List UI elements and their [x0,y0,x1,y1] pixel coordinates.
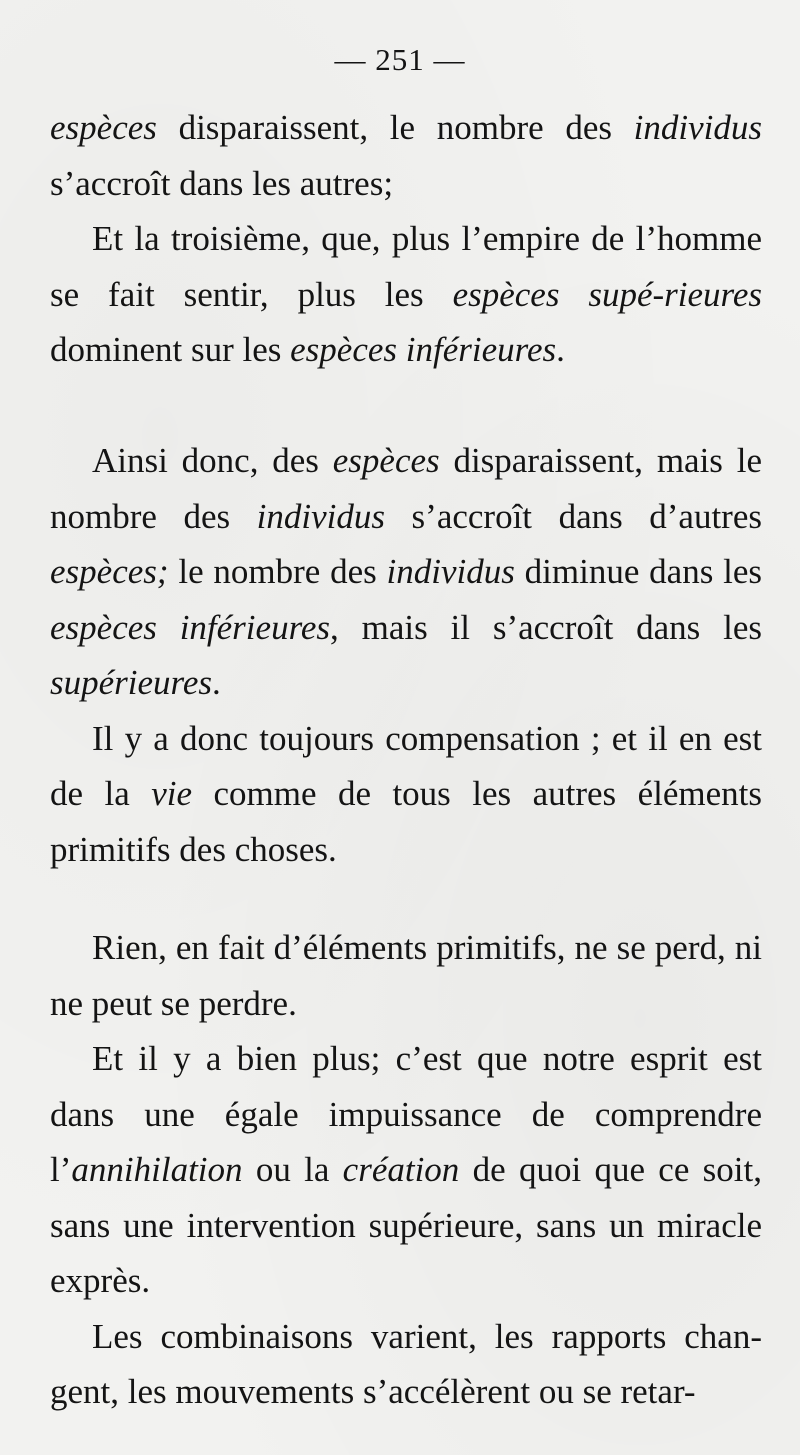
paragraph: Rien, en fait d’éléments primitifs, ne se perd, ni ne peut se perdre. [50,928,762,1023]
text-run: dominent sur les [50,330,291,369]
text-run: s’accroît dans les autres; [50,163,394,203]
page-number: — 251 — [334,42,466,77]
italic-term: annihilation [71,1150,243,1189]
paragraph [50,433,762,711]
text-run: disparaissent, mais le nombre des [50,441,762,536]
italic-term: vie [151,774,193,813]
text-run: . [556,330,565,369]
text-run: . [212,663,221,702]
paragraph: Les combinaisons varient, les rapports chan-gent, les mouvements s’accélèrent ou se retar- [50,1316,762,1411]
paragraph [50,100,762,211]
italic-term: création [342,1150,460,1189]
text-run: Et il y a bien plus; c’est que notre esprit est dans une égale impuissance de comprendre l’ [50,1039,762,1189]
text-run: Ainsi donc, des [92,441,333,480]
italic-term: individus [386,552,515,591]
italic-term: espèces [50,108,157,147]
text-run: comme de tous les autres éléments primitifs des choses. [50,774,763,869]
text-run: diminue dans les [514,552,762,591]
text-run: , mais il s’accroît dans les [330,607,762,647]
text-run: de quoi que ce soit, sans une intervention supérieure, sans un miracle exprès. [50,1150,762,1300]
italic-term: espèces supé-rieures [452,274,763,314]
italic-term: individus [256,496,385,536]
text-block-3 [50,920,762,1420]
text-run: Il y a donc toujours compensation ; et il en est de la [50,718,762,813]
italic-term: individus [633,108,762,147]
italic-term: espèces inférieures [290,330,557,369]
text-run: le nombre des [168,552,387,591]
text-block-2 [50,433,762,877]
text-run: disparaissent, le nombre des [156,108,634,147]
italic-term: espèces inférieures [50,607,331,647]
text-block-1 [50,100,762,378]
paragraph [50,711,762,878]
text-run: ou la [242,1150,343,1189]
text-run: s’accroît dans d’autres [385,496,762,536]
italic-term: espèces [332,441,440,480]
paragraph [50,211,762,378]
text-run: Et la troisième, que, plus l’empire de l’homme se fait sentir, plus les [50,219,762,314]
italic-term: espèces; [50,552,169,591]
italic-term: supérieures [50,663,213,702]
paragraph [50,1031,762,1309]
